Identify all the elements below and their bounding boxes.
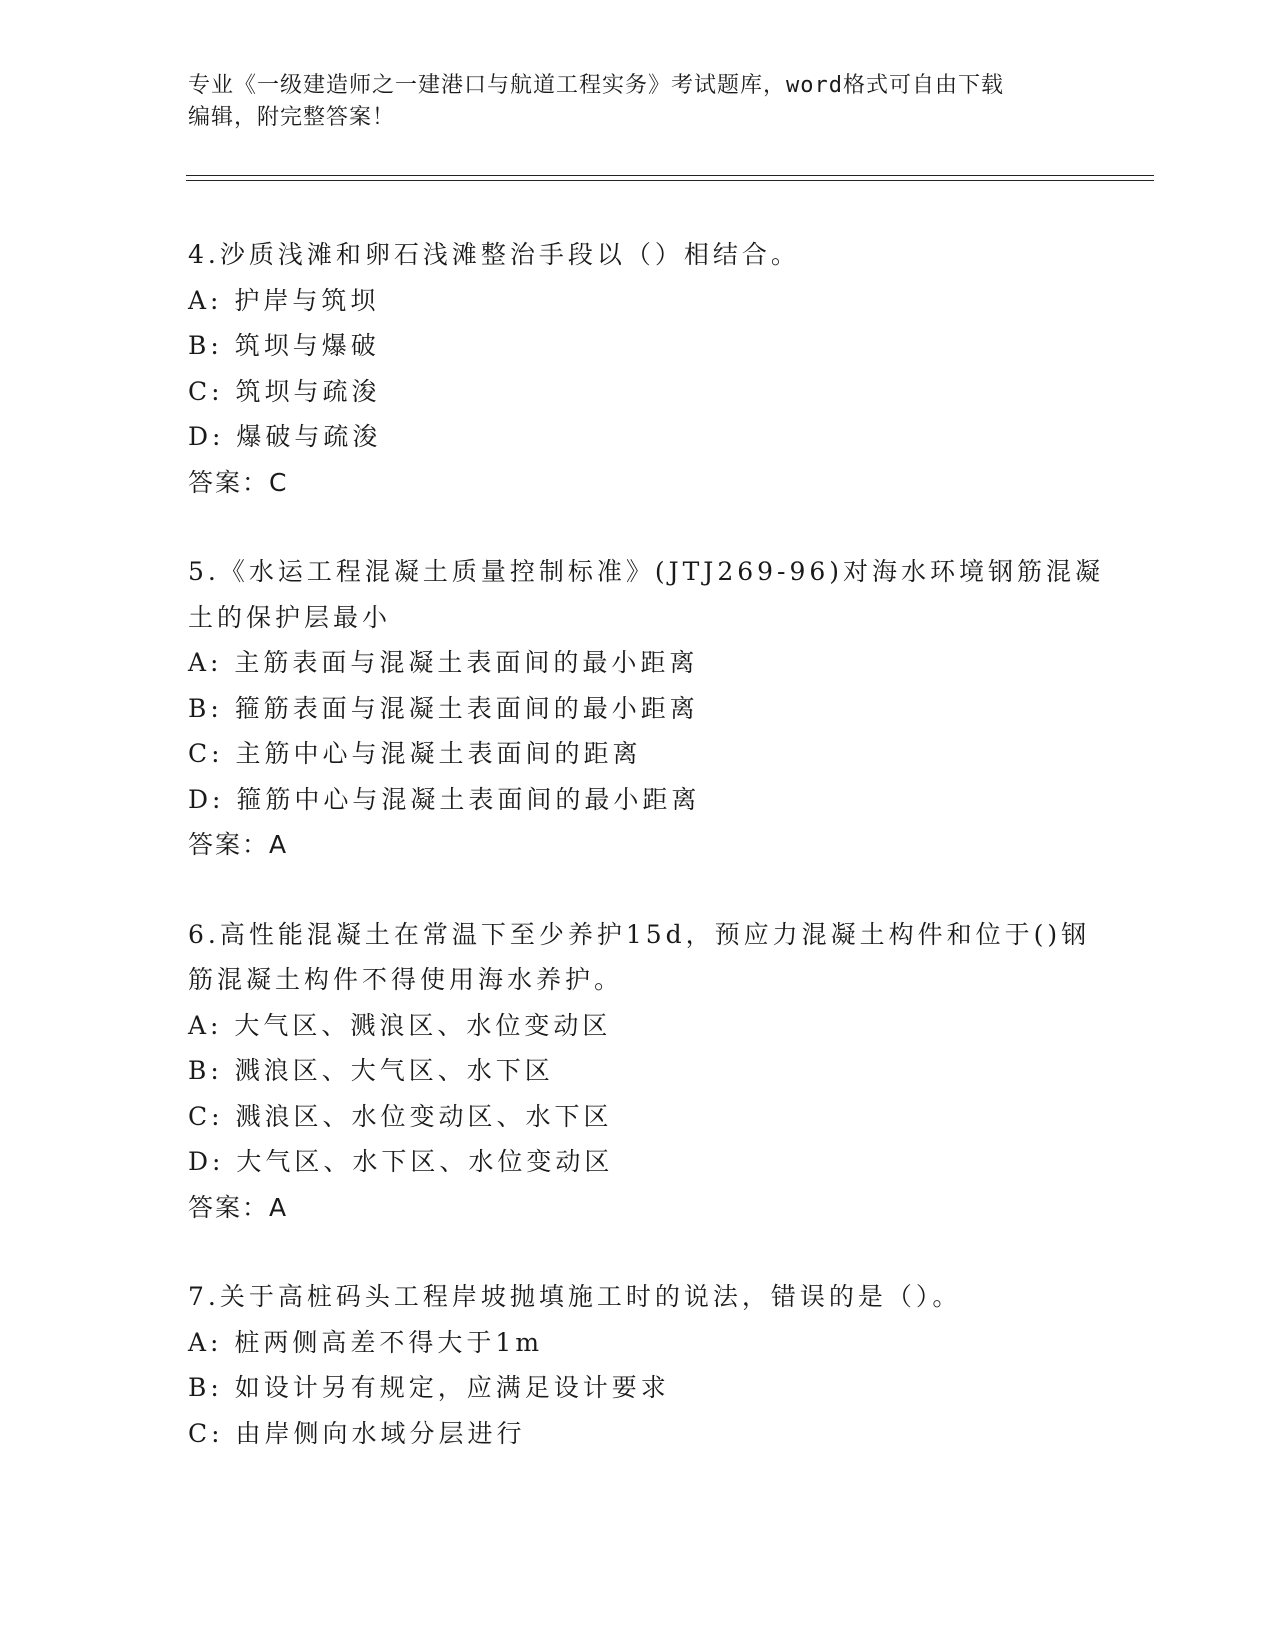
question-stem: 7.关于高桩码头工程岸坡抛填施工时的说法，错误的是（）。	[188, 1282, 962, 1311]
option-c: C: 主筋中心与混凝土表面间的距离	[188, 739, 642, 768]
option-b: B: 筑坝与爆破	[188, 331, 380, 360]
question-stem: 4.沙质浅滩和卵石浅滩整治手段以（）相结合。	[188, 240, 800, 269]
header-divider	[186, 180, 1154, 181]
answer: 答案：C	[188, 467, 289, 497]
option-b: B: 溅浪区、大气区、水下区	[188, 1056, 554, 1085]
header-line: 专业《一级建造师之一建港口与航道工程实务》考试题库，word格式可自由下载	[188, 73, 1004, 98]
option-a: A: 大气区、溅浪区、水位变动区	[188, 1010, 612, 1040]
option-c: C: 溅浪区、水位变动区、水下区	[188, 1101, 613, 1131]
option-d: D: 大气区、水下区、水位变动区	[188, 1147, 614, 1176]
option-b: B: 箍筋表面与混凝土表面间的最小距离	[188, 693, 699, 723]
option-d: D: 爆破与疏浚	[188, 422, 382, 451]
question-5	[188, 549, 1105, 868]
document-header	[188, 70, 1088, 134]
answer: 答案：A	[188, 1192, 289, 1222]
option-c: C: 筑坝与疏浚	[188, 376, 381, 406]
option-b: B: 如设计另有规定，应满足设计要求	[188, 1373, 670, 1402]
question-stem: 土的保护层最小	[188, 602, 392, 632]
option-d: D: 箍筋中心与混凝土表面间的最小距离	[188, 784, 701, 814]
question-stem: 5.《水运工程混凝土质量控制标准》(JTJ269-96)对海水环境钢筋混凝	[188, 557, 1105, 586]
question-6	[188, 912, 1091, 1231]
question-7	[188, 1274, 1088, 1456]
option-a: A: 护岸与筑坝	[188, 285, 380, 315]
answer: 答案：A	[188, 830, 289, 859]
option-a: A: 桩两侧高差不得大于1m	[188, 1327, 544, 1357]
option-a: A: 主筋表面与混凝土表面间的最小距离	[188, 648, 699, 677]
question-stem: 6.高性能混凝土在常温下至少养护15d，预应力混凝土构件和位于()钢	[188, 919, 1091, 949]
option-c: C: 由岸侧向水域分层进行	[188, 1418, 526, 1448]
question-4	[188, 232, 1088, 505]
question-stem: 筋混凝土构件不得使用海水养护。	[188, 965, 624, 994]
question-list	[188, 232, 1105, 1500]
header-line: 编辑，附完整答案！	[188, 105, 396, 130]
header-divider	[186, 175, 1154, 176]
